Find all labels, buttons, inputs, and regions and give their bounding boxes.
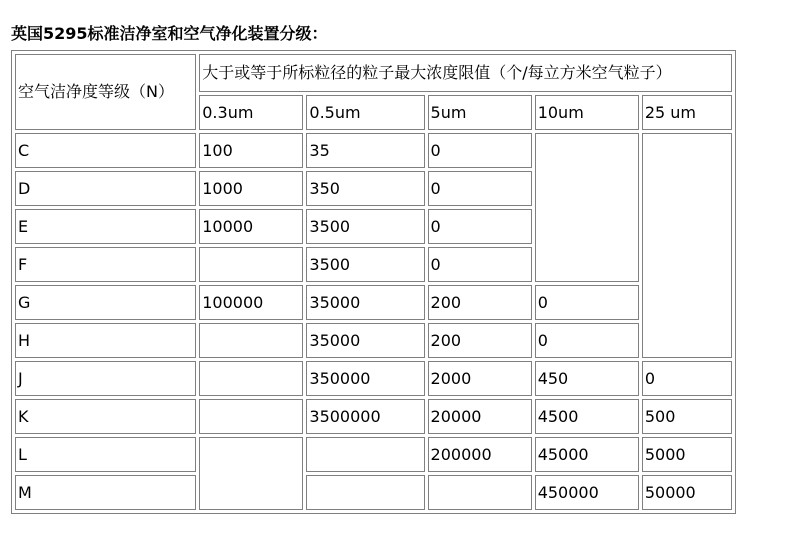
table-row (15, 437, 732, 472)
grade-cell: F (15, 247, 196, 282)
value-cell: 450 (535, 361, 639, 396)
table-row (15, 361, 732, 396)
value-cell: 4500 (535, 399, 639, 434)
table-row (15, 399, 732, 434)
empty-merged-cell-10um (535, 133, 639, 282)
value-cell: 200 (428, 285, 532, 320)
size-header-cell: 0.3um (199, 95, 303, 130)
value-cell (199, 361, 303, 396)
page-heading: 英国5295标准洁净室和空气净化装置分级： (11, 24, 328, 43)
value-cell: 35000 (306, 285, 424, 320)
value-cell: 350 (306, 171, 424, 206)
value-cell (306, 475, 424, 510)
value-cell: 0 (428, 133, 532, 168)
value-cell: 0 (428, 247, 532, 282)
value-cell: 100000 (199, 285, 303, 320)
value-cell: 2000 (428, 361, 532, 396)
grade-cell: K (15, 399, 196, 434)
class-header-cell: 空气洁净度等级（N） (15, 54, 196, 130)
grade-cell: J (15, 361, 196, 396)
grade-cell: D (15, 171, 196, 206)
value-cell: 450000 (535, 475, 639, 510)
value-cell: 35 (306, 133, 424, 168)
value-cell: 0 (428, 209, 532, 244)
grade-cell: G (15, 285, 196, 320)
value-cell: 10000 (199, 209, 303, 244)
size-header-cell: 0.5um (306, 95, 424, 130)
value-cell: 3500 (306, 209, 424, 244)
value-cell: 45000 (535, 437, 639, 472)
value-cell: 100 (199, 133, 303, 168)
value-cell: 1000 (199, 171, 303, 206)
value-cell: 0 (535, 285, 639, 320)
grade-cell: E (15, 209, 196, 244)
value-cell (428, 475, 532, 510)
empty-merged-cell-25um (642, 133, 732, 358)
empty-merged-cell-03um (199, 437, 303, 510)
size-header-cell: 10um (535, 95, 639, 130)
table-row (15, 285, 732, 320)
cleanroom-classification-table (11, 50, 736, 514)
table-row (15, 323, 732, 358)
value-cell: 0 (428, 171, 532, 206)
limit-header-cell: 大于或等于所标粒径的粒子最大浓度限值（个/每立方米空气粒子） (199, 54, 732, 92)
value-cell: 350000 (306, 361, 424, 396)
value-cell (306, 437, 424, 472)
value-cell: 5000 (642, 437, 732, 472)
value-cell: 200 (428, 323, 532, 358)
value-cell: 0 (535, 323, 639, 358)
grade-cell: M (15, 475, 196, 510)
value-cell: 500 (642, 399, 732, 434)
value-cell: 35000 (306, 323, 424, 358)
grade-cell: C (15, 133, 196, 168)
value-cell: 3500000 (306, 399, 424, 434)
value-cell (199, 323, 303, 358)
grade-cell: H (15, 323, 196, 358)
value-cell: 200000 (428, 437, 532, 472)
value-cell (199, 247, 303, 282)
value-cell: 3500 (306, 247, 424, 282)
table-row (15, 133, 732, 168)
grade-cell: L (15, 437, 196, 472)
size-header-cell: 5um (428, 95, 532, 130)
size-header-cell: 25 um (642, 95, 732, 130)
table-header-row (15, 54, 732, 92)
table-row (15, 475, 732, 510)
value-cell: 50000 (642, 475, 732, 510)
value-cell (199, 399, 303, 434)
value-cell: 20000 (428, 399, 532, 434)
value-cell: 0 (642, 361, 732, 396)
